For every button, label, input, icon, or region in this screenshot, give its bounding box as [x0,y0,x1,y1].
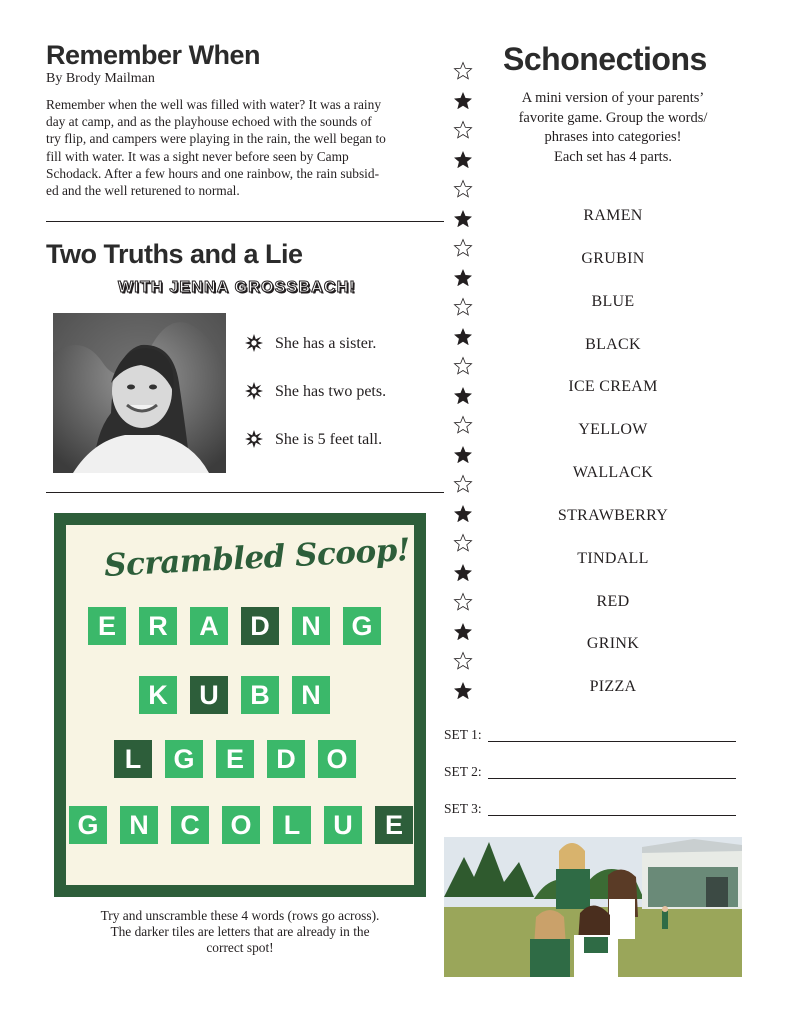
star-filled-icon [453,681,473,701]
campers-photo [444,837,742,977]
scramble-tile: N [120,806,158,844]
word-item: WALLACK [572,464,654,481]
remember-line: Schodack. After a few hours and one rainbow, the rain subsid- [46,165,380,181]
remember-line: ed and the well returened to normal. [46,183,240,199]
star-filled-icon [453,504,473,524]
remember-line: day at camp, and as the playhouse echoed with the sounds of [46,114,372,130]
scramble-tile: D [241,607,279,645]
star-filled-icon [453,563,473,583]
scramble-tile: B [241,676,279,714]
truths-subtitle: WITH JENNA GROSSBACH! [118,279,356,296]
scramble-tile: N [292,607,330,645]
schonections-intro [490,89,736,167]
star-filled-icon [453,445,473,465]
intro-line: Each set has 4 parts. [554,148,672,165]
scramble-tile: K [139,676,177,714]
star-filled-icon [453,327,473,347]
remember-line: Remember when the well was filled with water? It was a rainy [46,97,382,112]
star-outline-icon [453,651,473,671]
word-item: STRAWBERRY [557,507,669,524]
caption-line: correct spot! [206,940,274,955]
caption-line: Try and unscramble these 4 words (rows go across). [100,908,380,923]
scramble-tile: E [88,607,126,645]
burst-icon [245,382,263,400]
scramble-tile: A [190,607,228,645]
scramble-tile: N [292,676,330,714]
set-label: SET 1: [444,727,482,742]
intro-line: phrases into categories! [544,129,682,145]
star-outline-icon [453,533,473,553]
scramble-tile: C [171,806,209,844]
burst-icon [245,334,263,352]
star-filled-icon [453,622,473,642]
scramble-tile: E [216,740,254,778]
star-outline-icon [453,592,473,612]
word-item: PIZZA [589,678,637,695]
word-item: YELLOW [578,421,648,438]
remember-line: fill with water. It was a sight never before seen by Camp [46,148,349,164]
star-outline-icon [453,61,473,81]
scramble-tile: G [343,607,381,645]
truth-item: She is 5 feet tall. [275,431,383,448]
star-outline-icon [453,474,473,494]
truth-item: She has a sister. [275,335,377,352]
star-outline-icon [453,179,473,199]
set-label: SET 2: [444,764,482,779]
word-item: RED [596,593,630,610]
divider-rule [46,492,444,493]
scramble-tile: O [222,806,260,844]
scramble-tile: G [165,740,203,778]
remember-line: try flip, and campers were playing in the rain, the well began to [46,131,386,147]
word-item: BLUE [591,293,635,310]
scramble-tile: O [318,740,356,778]
scramble-tile: L [114,740,152,778]
scramble-title: Scrambled Scoop! [103,532,411,584]
scramble-tile: D [267,740,305,778]
star-outline-icon [453,120,473,140]
star-outline-icon [453,356,473,376]
star-outline-icon [453,297,473,317]
divider-rule [46,221,444,222]
word-item: RAMEN [583,207,643,224]
scramble-tile: U [190,676,228,714]
star-filled-icon [453,150,473,170]
intro-line: A mini version of your parents’ [521,90,705,106]
schonections-title: Schonections [503,41,707,77]
word-item: GRUBIN [581,250,645,267]
word-item: GRINK [586,635,640,652]
scramble-tile: E [375,806,413,844]
scramble-caption [54,908,426,956]
portrait-photo [53,313,226,473]
remember-byline: By Brody Mailman [46,71,155,86]
set-answer-line[interactable] [488,778,736,779]
star-outline-icon [453,415,473,435]
remember-body [46,96,446,199]
word-item: TINDALL [577,550,649,567]
scramble-tile: G [69,806,107,844]
burst-icon [245,430,263,448]
set-answer-line[interactable] [488,815,736,816]
intro-line: favorite game. Group the words/ [518,109,708,126]
star-filled-icon [453,268,473,288]
truth-item: She has two pets. [275,383,387,400]
scramble-tile: U [324,806,362,844]
set-label: SET 3: [444,801,482,816]
word-item: ICE CREAM [568,378,658,395]
truths-title: Two Truths and a Lie [46,239,303,269]
set-answer-line[interactable] [488,741,736,742]
star-filled-icon [453,386,473,406]
caption-line: The darker tiles are letters that are already in the [110,924,370,939]
remember-title: Remember When [46,40,261,70]
scramble-tile: R [139,607,177,645]
word-item: BLACK [585,336,641,353]
scramble-tile: L [273,806,311,844]
star-outline-icon [453,238,473,258]
star-filled-icon [453,91,473,111]
star-filled-icon [453,209,473,229]
